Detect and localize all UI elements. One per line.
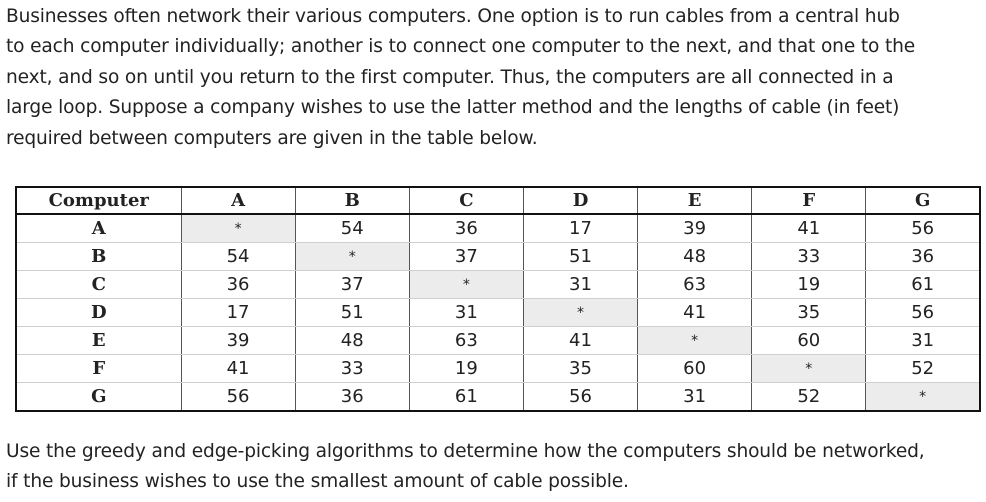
intro-line: required between computers are given in the table below. [6, 127, 538, 149]
table-cell: 52 [752, 383, 866, 412]
column-header: C [409, 187, 523, 214]
table-cell: 31 [638, 383, 752, 412]
table-cell: 41 [181, 355, 295, 383]
intro-line: large loop. Suppose a company wishes to use the latter method and the lengths of cable (in feet) [6, 97, 900, 119]
column-header: B [295, 187, 409, 214]
table-cell: 36 [866, 243, 980, 271]
table-cell: 60 [638, 355, 752, 383]
table-cell-diagonal: * [409, 271, 523, 299]
row-header: F [16, 355, 181, 383]
table-row [16, 243, 980, 271]
question-paragraph [6, 437, 925, 498]
table-cell: 39 [638, 214, 752, 243]
table-row [16, 355, 980, 383]
table-cell: 41 [523, 327, 637, 355]
intro-line: next, and so on until you return to the first computer. Thus, the computers are all connected in a [6, 66, 894, 88]
table-cell: 63 [409, 327, 523, 355]
table-cell: 54 [181, 243, 295, 271]
row-header: C [16, 271, 181, 299]
row-header: G [16, 383, 181, 412]
table-cell: 61 [409, 383, 523, 412]
table-cell: 36 [181, 271, 295, 299]
row-header: A [16, 214, 181, 243]
corner-header: Computer [16, 187, 181, 214]
table-cell-diagonal: * [866, 383, 980, 412]
table-cell: 41 [752, 214, 866, 243]
table-cell: 19 [752, 271, 866, 299]
table-row [16, 214, 980, 243]
table-cell-diagonal: * [752, 355, 866, 383]
column-header: G [866, 187, 980, 214]
column-header: E [638, 187, 752, 214]
cable-length-table [15, 186, 981, 412]
table-cell: 17 [181, 299, 295, 327]
intro-paragraph [6, 2, 915, 154]
question-line: if the business wishes to use the smallest amount of cable possible. [6, 471, 629, 493]
table-row [16, 327, 980, 355]
table-cell: 39 [181, 327, 295, 355]
table-cell: 60 [752, 327, 866, 355]
table-cell: 17 [523, 214, 637, 243]
table-cell: 35 [523, 355, 637, 383]
table-cell: 37 [295, 271, 409, 299]
table-cell-diagonal: * [638, 327, 752, 355]
table-cell: 19 [409, 355, 523, 383]
intro-line: Businesses often network their various computers. One option is to run cables from a central hub [6, 6, 900, 27]
table-cell: 33 [295, 355, 409, 383]
table-cell: 31 [866, 327, 980, 355]
table-cell: 35 [752, 299, 866, 327]
row-header: B [16, 243, 181, 271]
table-cell: 41 [638, 299, 752, 327]
table-cell: 51 [295, 299, 409, 327]
table-cell: 51 [523, 243, 637, 271]
table-cell: 33 [752, 243, 866, 271]
table-row [16, 383, 980, 412]
column-header: A [181, 187, 295, 214]
table-cell: 52 [866, 355, 980, 383]
column-header: F [752, 187, 866, 214]
question-line: Use the greedy and edge-picking algorithms to determine how the computers should be networked, [6, 441, 925, 462]
table-cell: 61 [866, 271, 980, 299]
table-cell: 56 [181, 383, 295, 412]
table-cell: 37 [409, 243, 523, 271]
table-cell: 36 [409, 214, 523, 243]
row-header: D [16, 299, 181, 327]
table-cell: 48 [638, 243, 752, 271]
table-cell-diagonal: * [295, 243, 409, 271]
table-cell: 31 [409, 299, 523, 327]
intro-line: to each computer individually; another is to connect one computer to the next, and that one to the [6, 36, 916, 58]
table-row [16, 271, 980, 299]
table-cell: 36 [295, 383, 409, 412]
table-cell-diagonal: * [181, 214, 295, 243]
column-header: D [523, 187, 637, 214]
table-row [16, 299, 980, 327]
table-cell: 54 [295, 214, 409, 243]
row-header: E [16, 327, 181, 355]
table-cell: 56 [866, 214, 980, 243]
table-cell: 31 [523, 271, 637, 299]
table-cell: 56 [523, 383, 637, 412]
table-header-row [16, 187, 980, 214]
table-cell: 63 [638, 271, 752, 299]
table-cell-diagonal: * [523, 299, 637, 327]
table-cell: 56 [866, 299, 980, 327]
table-cell: 48 [295, 327, 409, 355]
